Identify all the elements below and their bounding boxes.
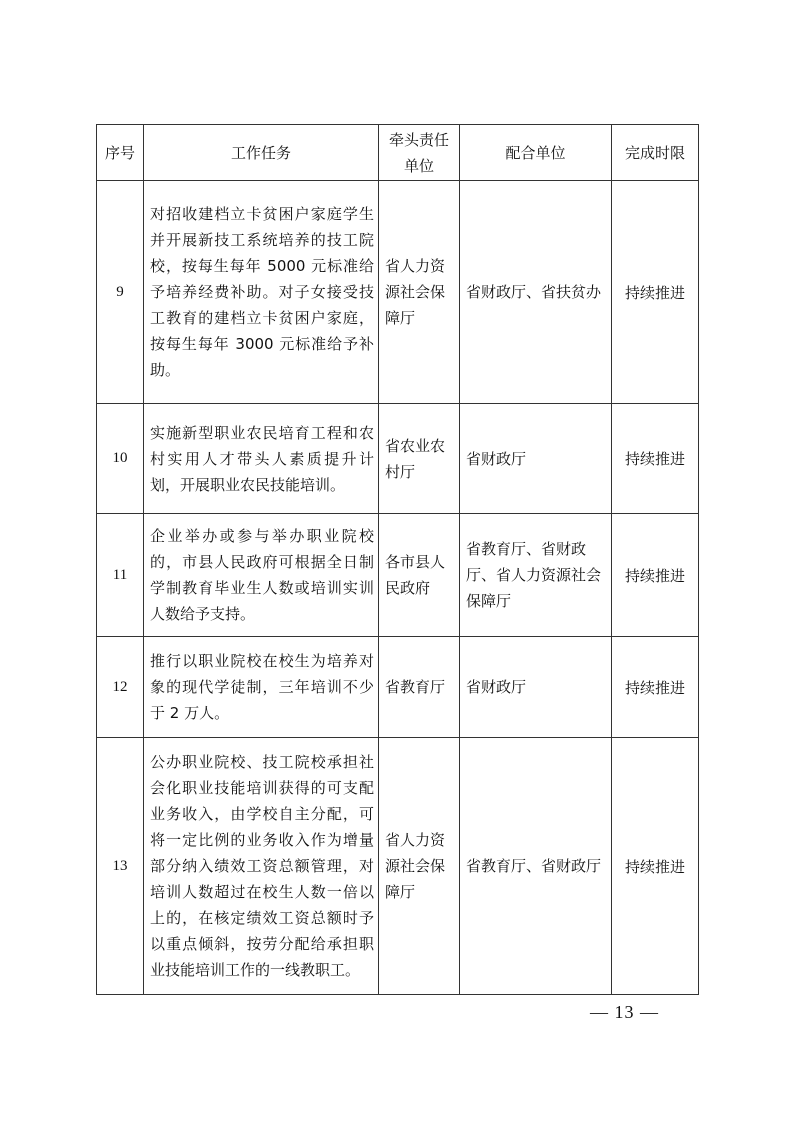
header-serial-number: 序号 [97,125,144,181]
row-lead-unit: 各市县人民政府 [379,514,460,637]
header-lead-unit: 牵头责任单位 [379,125,460,181]
page-number: — 13 — [590,1002,659,1022]
row-lead-unit: 省人力资源社会保障厅 [379,181,460,404]
row-task: 对招收建档立卡贫困户家庭学生并开展新技工系统培养的技工院校，按每生每年 5000 元标准给予培养经费补助。对子女接受技工教育的建档立卡贫困户家庭，按每生每年 3000 元标准给予补助。 [144,181,379,404]
row-lead-unit: 省农业农村厅 [379,404,460,514]
header-cooperating-unit: 配合单位 [460,125,612,181]
row-deadline: 持续推进 [612,181,699,404]
table-header-row [97,125,699,181]
row-deadline: 持续推进 [612,738,699,995]
row-number: 10 [97,404,144,514]
header-deadline: 完成时限 [612,125,699,181]
row-number: 12 [97,637,144,738]
row-cooperating-unit: 省教育厅、省财政厅 [460,738,612,995]
row-lead-unit: 省人力资源社会保障厅 [379,738,460,995]
table-row [97,404,699,514]
table-row [97,181,699,404]
row-task: 公办职业院校、技工院校承担社会化职业技能培训获得的可支配业务收入，由学校自主分配，可将一定比例的业务收入作为增量部分纳入绩效工资总额管理，对培训人数超过在校生人数一倍以上的，在核定绩效工资总额时予以重点倾斜，按劳分配给承担职业技能培训工作的一线教职工。 [144,738,379,995]
task-table [96,124,699,995]
table-row [97,738,699,995]
row-cooperating-unit: 省财政厅 [460,404,612,514]
row-lead-unit: 省教育厅 [379,637,460,738]
row-cooperating-unit: 省财政厅 [460,637,612,738]
row-deadline: 持续推进 [612,404,699,514]
table-row [97,514,699,637]
row-task: 实施新型职业农民培育工程和农村实用人才带头人素质提升计划，开展职业农民技能培训。 [144,404,379,514]
row-deadline: 持续推进 [612,514,699,637]
header-work-task: 工作任务 [144,125,379,181]
row-cooperating-unit: 省教育厅、省财政厅、省人力资源社会保障厅 [460,514,612,637]
row-number: 9 [97,181,144,404]
row-number: 13 [97,738,144,995]
row-number: 11 [97,514,144,637]
table-row [97,637,699,738]
row-cooperating-unit: 省财政厅、省扶贫办 [460,181,612,404]
row-deadline: 持续推进 [612,637,699,738]
row-task: 推行以职业院校在校生为培养对象的现代学徒制，三年培训不少于 2 万人。 [144,637,379,738]
row-task: 企业举办或参与举办职业院校的，市县人民政府可根据全日制学制教育毕业生人数或培训实训人数给予支持。 [144,514,379,637]
